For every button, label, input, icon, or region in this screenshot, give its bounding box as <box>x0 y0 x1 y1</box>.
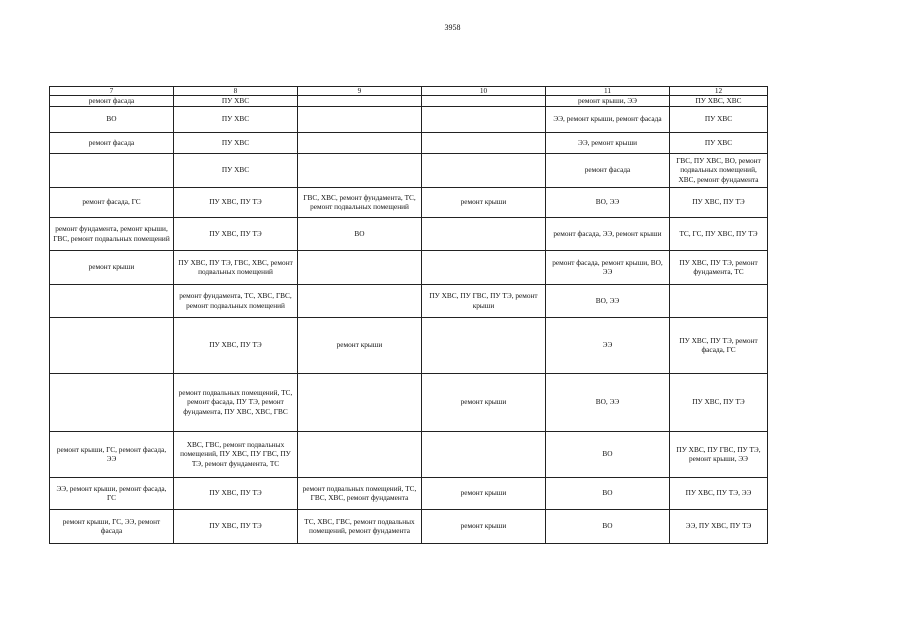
table-cell <box>298 106 422 132</box>
table-cell: ремонт крыши <box>422 373 546 431</box>
table-cell: ПУ ХВС, ПУ ТЭ <box>174 477 298 509</box>
table-row <box>50 477 768 509</box>
table-cell: ПУ ХВС <box>174 132 298 153</box>
table-cell: ПУ ХВС, ПУ ТЭ, ремонт фасада, ГС <box>670 317 768 373</box>
table-cell <box>298 132 422 153</box>
table-cell: ремонт крыши <box>422 509 546 543</box>
table-cell: ремонт крыши <box>422 187 546 217</box>
table-cell: ПУ ХВС, ПУ ГВС, ПУ ТЭ, ремонт крыши, ЭЭ <box>670 431 768 477</box>
table-row <box>50 431 768 477</box>
table-cell: ПУ ХВС <box>174 106 298 132</box>
table-cell: ПУ ХВС <box>670 106 768 132</box>
table-row <box>50 106 768 132</box>
table-cell: ХВС, ГВС, ремонт подвальных помещений, ПУ ХВС, ПУ ГВС, ПУ ТЭ, ремонт фундамента, ТС <box>174 431 298 477</box>
table-cell: ЭЭ <box>546 317 670 373</box>
table-cell: ремонт подвальных помещений, ТС, ГВС, ХВС, ремонт фундамента <box>298 477 422 509</box>
table-cell: ремонт крыши <box>50 250 174 284</box>
table-cell <box>50 284 174 317</box>
column-header: 7 <box>50 87 174 96</box>
table-header-row <box>50 87 768 96</box>
table-cell: ВО <box>50 106 174 132</box>
table-cell: ВО <box>546 477 670 509</box>
table-cell <box>422 317 546 373</box>
table-cell <box>298 96 422 107</box>
table-cell <box>298 431 422 477</box>
column-header: 9 <box>298 87 422 96</box>
table-cell: ГВС, ХВС, ремонт фундамента, ТС, ремонт подвальных помещений <box>298 187 422 217</box>
table-cell: ПУ ХВС, ПУ ТЭ <box>174 217 298 250</box>
table-cell: ТС, ХВС, ГВС, ремонт подвальных помещений, ремонт фундамента <box>298 509 422 543</box>
table-row <box>50 217 768 250</box>
table-cell: ПУ ХВС, ПУ ТЭ, ремонт фундамента, ТС <box>670 250 768 284</box>
table-cell: ВО, ЭЭ <box>546 187 670 217</box>
table-cell <box>422 250 546 284</box>
table-row <box>50 317 768 373</box>
table-row <box>50 284 768 317</box>
table-cell: ВО, ЭЭ <box>546 373 670 431</box>
table-cell <box>298 153 422 187</box>
column-header: 11 <box>546 87 670 96</box>
table-cell: ремонт фасада, ЭЭ, ремонт крыши <box>546 217 670 250</box>
table-cell: ЭЭ, ремонт крыши, ремонт фасада, ГС <box>50 477 174 509</box>
data-table <box>49 86 768 544</box>
table-cell: ремонт фасада <box>546 153 670 187</box>
table-cell: ПУ ХВС <box>174 153 298 187</box>
table-cell: ПУ ХВС, ПУ ТЭ <box>174 187 298 217</box>
table-cell <box>422 96 546 107</box>
table-row <box>50 250 768 284</box>
table-cell: ПУ ХВС, ПУ ТЭ, ЭЭ <box>670 477 768 509</box>
table-cell: ремонт крыши, ГС, ЭЭ, ремонт фасада <box>50 509 174 543</box>
column-header: 12 <box>670 87 768 96</box>
table-cell: ПУ ХВС, ПУ ТЭ <box>174 317 298 373</box>
table-cell: ЭЭ, ремонт крыши, ремонт фасада <box>546 106 670 132</box>
table-row <box>50 132 768 153</box>
table-row <box>50 187 768 217</box>
table-cell <box>50 153 174 187</box>
table-cell: ПУ ХВС, ПУ ТЭ, ГВС, ХВС, ремонт подвальных помещений <box>174 250 298 284</box>
table-cell: ПУ ХВС, ПУ ГВС, ПУ ТЭ, ремонт крыши <box>422 284 546 317</box>
table-cell: ПУ ХВС, ПУ ТЭ <box>174 509 298 543</box>
table-cell <box>298 250 422 284</box>
table-cell: ПУ ХВС, ПУ ТЭ <box>670 373 768 431</box>
table-cell: ремонт крыши <box>298 317 422 373</box>
table-cell: ремонт фундамента, ремонт крыши, ГВС, ремонт подвальных помещений <box>50 217 174 250</box>
column-header: 8 <box>174 87 298 96</box>
table-row <box>50 509 768 543</box>
table-cell: ВО, ЭЭ <box>546 284 670 317</box>
table-cell: ВО <box>546 509 670 543</box>
column-header: 10 <box>422 87 546 96</box>
table-cell: ремонт крыши, ГС, ремонт фасада, ЭЭ <box>50 431 174 477</box>
table-cell: ЭЭ, ремонт крыши <box>546 132 670 153</box>
table-cell: ТС, ГС, ПУ ХВС, ПУ ТЭ <box>670 217 768 250</box>
table-cell: ремонт фасада, ремонт крыши, ВО, ЭЭ <box>546 250 670 284</box>
table-row <box>50 373 768 431</box>
table-row <box>50 153 768 187</box>
table-cell: ремонт фундамента, ТС, ХВС, ГВС, ремонт подвальных помещений <box>174 284 298 317</box>
table-cell <box>422 153 546 187</box>
table-cell: ремонт крыши <box>422 477 546 509</box>
table-cell: ПУ ХВС <box>670 132 768 153</box>
table-cell <box>422 431 546 477</box>
table-cell: ПУ ХВС, ПУ ТЭ <box>670 187 768 217</box>
table-cell: ремонт фасада, ГС <box>50 187 174 217</box>
table-cell <box>422 132 546 153</box>
table-cell: ЭЭ, ПУ ХВС, ПУ ТЭ <box>670 509 768 543</box>
table-cell <box>50 373 174 431</box>
table-cell <box>670 284 768 317</box>
table-cell: ремонт крыши, ЭЭ <box>546 96 670 107</box>
table-cell <box>50 317 174 373</box>
table-cell: ВО <box>298 217 422 250</box>
table-cell <box>298 373 422 431</box>
table-cell <box>422 106 546 132</box>
table-cell: ПУ ХВС, ХВС <box>670 96 768 107</box>
table-cell: ПУ ХВС <box>174 96 298 107</box>
table-cell <box>422 217 546 250</box>
table-row <box>50 96 768 107</box>
table-cell: ВО <box>546 431 670 477</box>
table-cell: ремонт фасада <box>50 96 174 107</box>
table-cell <box>298 284 422 317</box>
table-cell: ремонт фасада <box>50 132 174 153</box>
table-cell: ремонт подвальных помещений, ТС, ремонт фасада, ПУ ТЭ, ремонт фундамента, ПУ ХВС, ХВС, ГВС <box>174 373 298 431</box>
page-number: 3958 <box>444 23 461 32</box>
table-cell: ГВС, ПУ ХВС, ВО, ремонт подвальных помещений, ХВС, ремонт фундамента <box>670 153 768 187</box>
